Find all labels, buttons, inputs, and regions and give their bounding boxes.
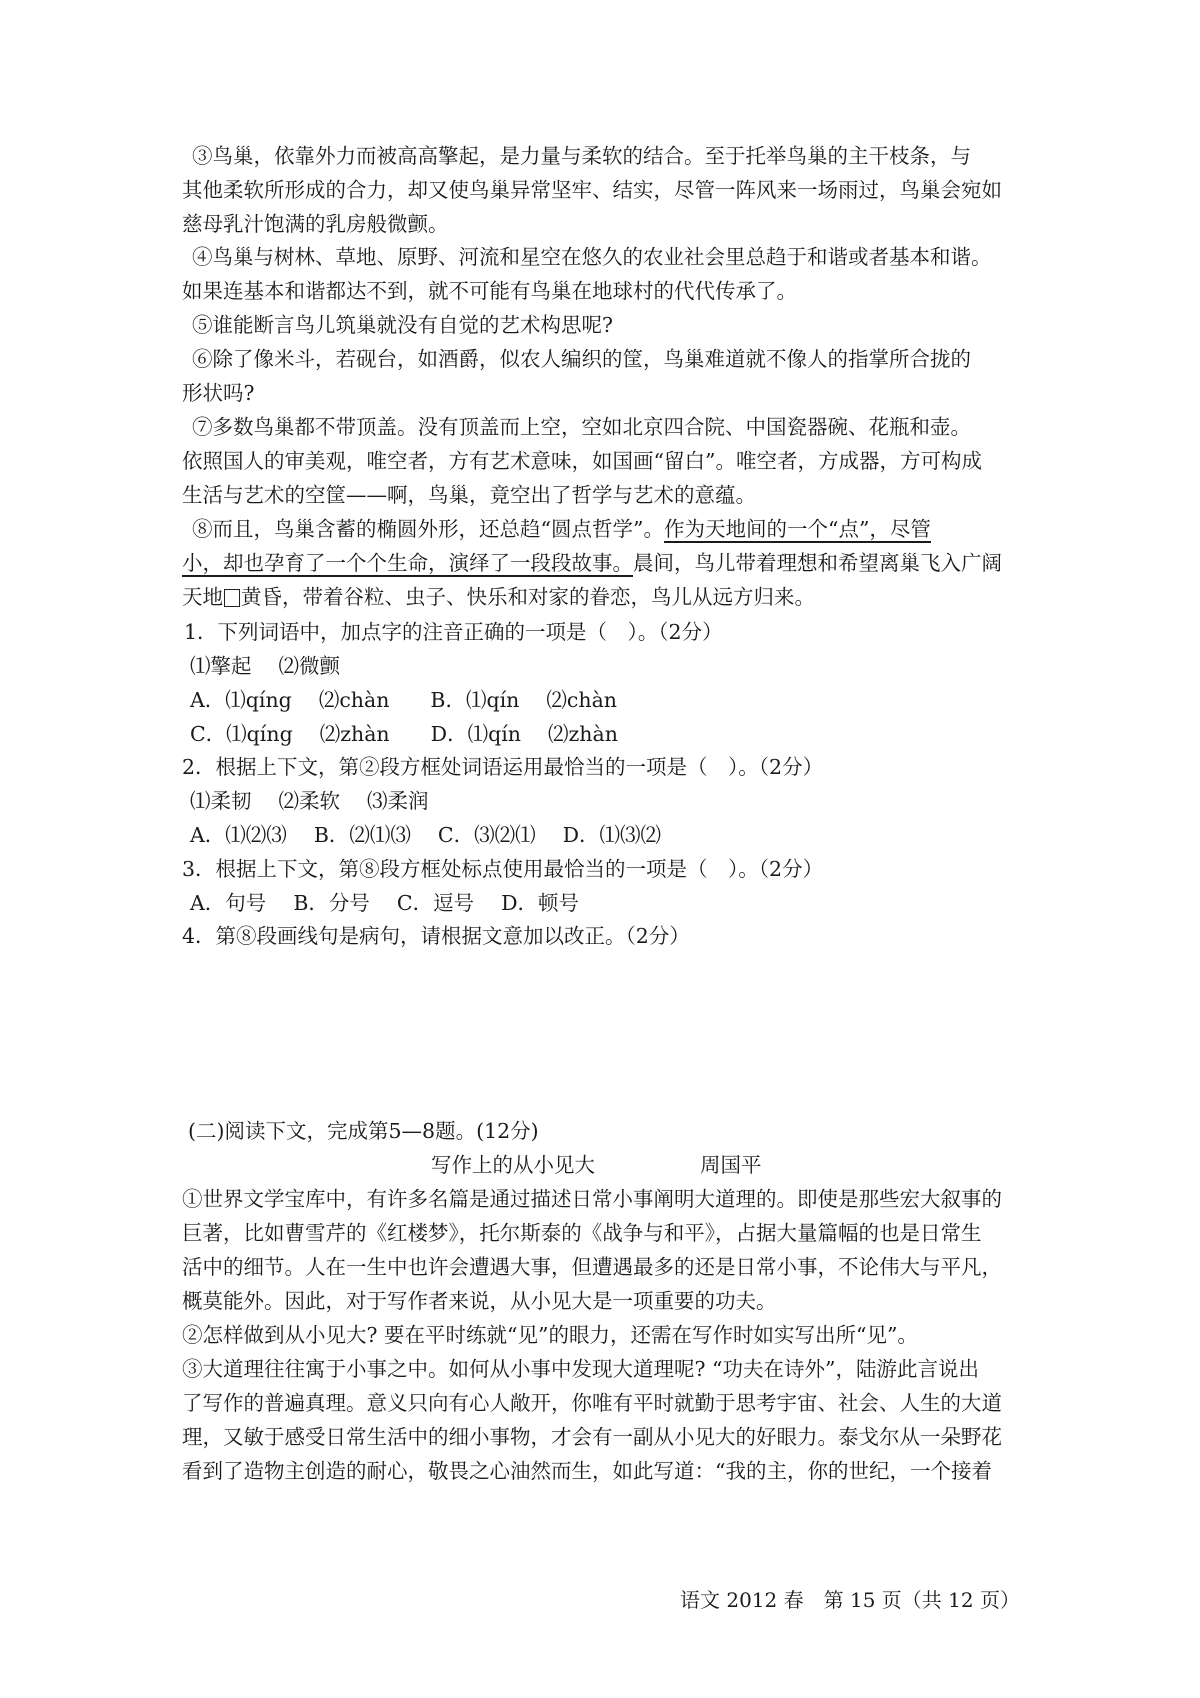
s2-para-3-line-2: 了写作的普遍真理。意义只向有心人敞开，你唯有平时就勤于思考宇宙、社会、人生的大道 — [182, 1391, 1002, 1415]
s2-para-2: ②怎样做到从小见大? 要在平时练就“见”的眼力，还需在写作时如实写出所“见”。 — [182, 1323, 918, 1347]
para-7-line-2: 依照国人的审美观，唯空者，方有艺术意味，如国画“留白”。唯空者，方成器，方可构成 — [182, 449, 982, 473]
s2-para-1-line-2: 巨著，比如曹雪芹的《红楼梦》，托尔斯泰的《战争与和平》，占据大量篇幅的也是日常生 — [182, 1221, 982, 1245]
question-2: 2．根据上下文，第②段方框处词语运用最恰当的一项是（ ）。（2分） — [182, 755, 824, 779]
question-1-options-ab: A．⑴qíng ⑵chàn B．⑴qín ⑵chàn — [190, 688, 618, 712]
para-7-line-3: 生活与艺术的空筐——啊，鸟巢，竟空出了哲学与艺术的意蕴。 — [182, 483, 756, 507]
para-4-line-2: 如果连基本和谐都达不到，就不可能有鸟巢在地球村的代代传承了。 — [182, 279, 797, 303]
s2-para-1-line-4: 概莫能外。因此，对于写作者来说，从小见大是一项重要的功夫。 — [182, 1289, 777, 1313]
para-8-line-2 — [182, 545, 1027, 581]
question-4: 4．第⑧段画线句是病句，请根据文意加以改正。（2分） — [182, 924, 690, 948]
para-6-line-2: 形状吗? — [182, 381, 255, 405]
s2-para-1-line-1: ①世界文学宝库中，有许多名篇是通过描述日常小事阐明大道理的。即使是那些宏大叙事的 — [182, 1187, 1002, 1211]
para-8-text: ⑧而且，鸟巢含蓄的椭圆外形，还总趋“圆点哲学”。 — [192, 517, 664, 541]
para-5: ⑤谁能断言鸟儿筑巢就没有自觉的艺术构思呢? — [192, 313, 613, 337]
question-3-options: A．句号 B．分号 C．逗号 D．顿号 — [190, 891, 580, 915]
para-8-line-1 — [192, 511, 1037, 547]
para-3-line-3: 慈母乳汁饱满的乳房般微颤。 — [182, 212, 449, 236]
s2-para-3-line-1: ③大道理往往寓于小事之中。如何从小事中发现大道理呢? “功夫在诗外”，陆游此言说出 — [182, 1357, 979, 1381]
para-8-text-3a: 天地 — [182, 585, 223, 609]
question-2-words: ⑴柔韧 ⑵柔软 ⑶柔润 — [190, 789, 429, 813]
question-3: 3．根据上下文，第⑧段方框处标点使用最恰当的一项是（ ）。（2分） — [182, 857, 824, 881]
question-2-options: A．⑴⑵⑶ B．⑵⑴⑶ C．⑶⑵⑴ D．⑴⑶⑵ — [190, 823, 662, 847]
para-3-line-2: 其他柔软所形成的合力，却又使鸟巢异常坚牢、结实，尽管一阵风来一场雨过，鸟巢会宛如 — [182, 178, 1002, 202]
para-8-text-2: 晨间，鸟儿带着理想和希望离巢飞入广阔 — [633, 551, 1002, 575]
para-4-line-1: ④鸟巢与树林、草地、原野、河流和星空在悠久的农业社会里总趋于和谐或者基本和谐。 — [192, 245, 992, 269]
para-3-line-1: ③鸟巢，依靠外力而被高高擎起，是力量与柔软的结合。至于托举鸟巢的主干枝条，与 — [192, 144, 971, 168]
s2-para-3-line-4: 看到了造物主创造的耐心，敬畏之心油然而生，如此写道：“我的主，你的世纪，一个接着 — [182, 1459, 992, 1483]
question-1-options-cd: C．⑴qíng ⑵zhàn D．⑴qín ⑵zhàn — [190, 722, 618, 746]
article-author: 周国平 — [700, 1153, 762, 1177]
para-8-text-3b: 黄昏，带着谷粒、虫子、快乐和对家的眷恋，鸟儿从远方归来。 — [241, 585, 815, 609]
article-title: 写作上的从小见大 — [431, 1153, 595, 1177]
para-8-line-3 — [182, 579, 1027, 615]
underlined-sentence: 作为天地间的一个“点”，尽管 — [663, 517, 931, 541]
para-6-line-1: ⑥除了像米斗，若砚台，如酒爵，似农人编织的筐，鸟巢难道就不像人的指掌所合拢的 — [192, 347, 971, 371]
underlined-sentence-cont: 小，却也孕育了一个个生命，演绎了一段段故事。 — [182, 551, 633, 575]
s2-para-1-line-3: 活中的细节。人在一生中也许会遭遇大事，但遭遇最多的还是日常小事，不论伟大与平凡， — [182, 1255, 1002, 1279]
section-2-heading: (二)阅读下文，完成第5—8题。(12分) — [188, 1119, 539, 1143]
blank-box — [224, 589, 240, 607]
page-footer: 语文 2012 春 第 15 页（共 12 页） — [680, 1588, 1020, 1612]
para-7-line-1: ⑦多数鸟巢都不带顶盖。没有顶盖而上空，空如北京四合院、中国瓷器碗、花瓶和壶。 — [192, 415, 971, 439]
question-1-words: ⑴擎起 ⑵微颤 — [190, 654, 341, 678]
question-1: 1．下列词语中，加点字的注音正确的一项是（ ）。（2分） — [184, 620, 723, 644]
s2-para-3-line-3: 理，又敏于感受日常生活中的细小事物，才会有一副从小见大的好眼力。泰戈尔从一朵野花 — [182, 1425, 1002, 1449]
